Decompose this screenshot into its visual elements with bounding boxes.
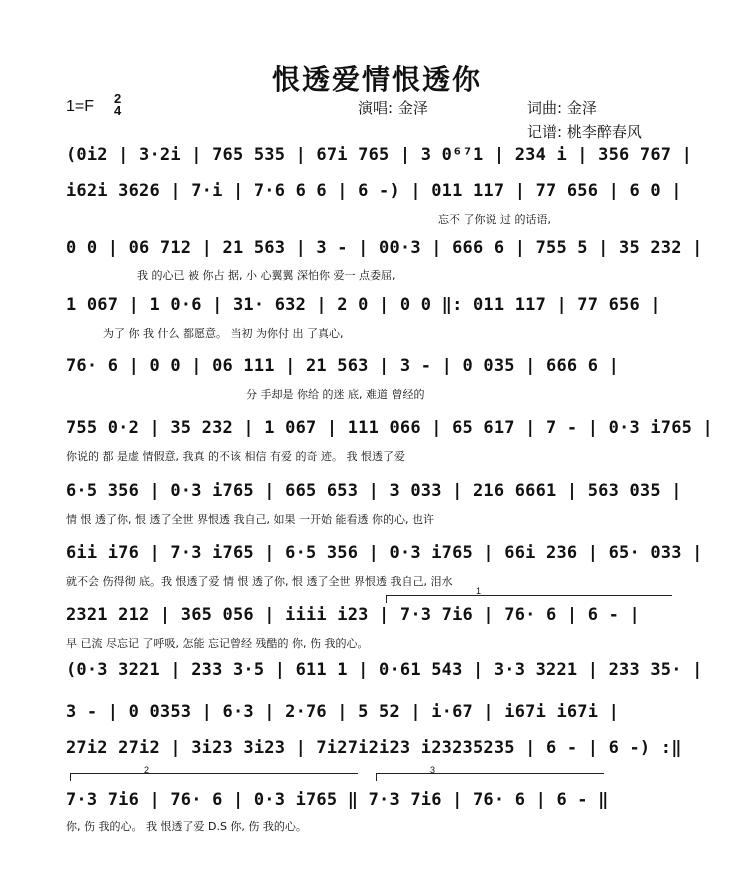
time-signature-top: 2 — [114, 91, 122, 106]
staff-notes-4: 1 067 | 1 0·6 | 31· 632 | 2 0 | 0 0 ‖: 011 117 | 77 656 | — [66, 295, 661, 315]
staff-lyrics-5: 分 手却是 你给 的迷 底, 难道 曾经的 — [246, 388, 425, 401]
singer-credit: 演唱: 金泽 — [358, 99, 428, 117]
staff-notes-6: 755 0·2 | 35 232 | 1 067 | 111 066 | 65 617 | 7 - | 0·3 i765 | — [66, 418, 713, 438]
staff-notes-11: 3 - | 0 0353 | 6·3 | 2·76 | 5 52 | i·67 | i67i i67i | — [66, 702, 620, 722]
staff-lyrics-9: 早 已流 尽忘记 了呼吸, 怎能 忘记曾经 残酷的 你, 伤 我的心。 — [66, 637, 369, 650]
transcriber-credit: 记谱: 桃李醉春风 — [527, 123, 642, 141]
staff-notes-8: 6ii i76 | 7·3 i765 | 6·5 356 | 0·3 i765 | 66i 236 | 65· 033 | — [66, 543, 703, 563]
volta-bracket-1-start — [386, 595, 387, 603]
volta-bracket-2 — [70, 773, 358, 774]
staff-notes-7: 6·5 356 | 0·3 i765 | 665 653 | 3 033 | 216 6661 | 563 035 | — [66, 481, 682, 501]
staff-lyrics-3: 我 的心已 被 你占 据, 小 心翼翼 深怕你 爱一 点委屈, — [137, 269, 396, 282]
composer-credit: 词曲: 金泽 — [527, 99, 597, 117]
staff-lyrics-7: 情 恨 透了你, 恨 透了全世 界恨透 我自己, 如果 一开始 能看透 你的心, 也许 — [66, 513, 434, 526]
staff-notes-1: (0i2 | 3·2i | 765 535 | 67i 765 | 3 0⁶⁷1 | 234 i | 356 767 | — [66, 145, 693, 165]
staff-notes-3: 0 0 | 06 712 | 21 563 | 3 - | 00·3 | 666 6 | 755 5 | 35 232 | — [66, 238, 703, 258]
staff-notes-10: (0·3 3221 | 233 3·5 | 611 1 | 0·61 543 | 3·3 3221 | 233 35· | — [66, 660, 703, 680]
time-signature-bottom: 4 — [114, 103, 122, 118]
staff-lyrics-2: 忘不 了你说 过 的话语, — [438, 213, 551, 226]
volta-label-1: 1 — [476, 586, 482, 596]
key-signature: 1=F — [66, 98, 95, 115]
staff-lyrics-4: 为了 你 我 什么 都愿意。 当初 为你付 出 了真心, — [103, 327, 344, 340]
staff-notes-2: i62i 3626 | 7·i | 7·6 6 6 | 6 -) | 011 117 | 77 656 | 6 0 | — [66, 181, 682, 201]
staff-lyrics-13: 你, 伤 我的心。 我 恨透了爱 D.S 你, 伤 我的心。 — [66, 820, 307, 833]
volta-bracket-1 — [386, 595, 672, 596]
volta-bracket-3 — [376, 773, 604, 774]
volta-bracket-2-start — [70, 773, 71, 781]
staff-lyrics-8: 就不会 伤得彻 底。我 恨透了爱 情 恨 透了你, 恨 透了全世 界恨透 我自己, 泪水 — [66, 575, 453, 588]
staff-lyrics-6: 你说的 都 是虚 情假意, 我真 的不该 相信 有爱 的奇 迹。 我 恨透了爱 — [66, 450, 405, 463]
volta-label-2: 2 — [144, 765, 150, 775]
staff-notes-13: 7·3 7i6 | 76· 6 | 0·3 i765 ‖ 7·3 7i6 | 76· 6 | 6 - ‖ — [66, 790, 609, 810]
time-signature — [114, 93, 121, 117]
volta-label-3: 3 — [430, 765, 436, 775]
staff-notes-5: 76· 6 | 0 0 | 06 111 | 21 563 | 3 - | 0 035 | 666 6 | — [66, 356, 620, 376]
staff-notes-9: 2321 212 | 365 056 | iiii i23 | 7·3 7i6 | 76· 6 | 6 - | — [66, 605, 640, 625]
volta-bracket-3-start — [376, 773, 377, 781]
staff-notes-12: 27i2 27i2 | 3i23 3i23 | 7i27i2i23 i23235235 | 6 - | 6 -) :‖ — [66, 738, 682, 758]
song-title: 恨透爱情恨透你 — [271, 63, 482, 96]
